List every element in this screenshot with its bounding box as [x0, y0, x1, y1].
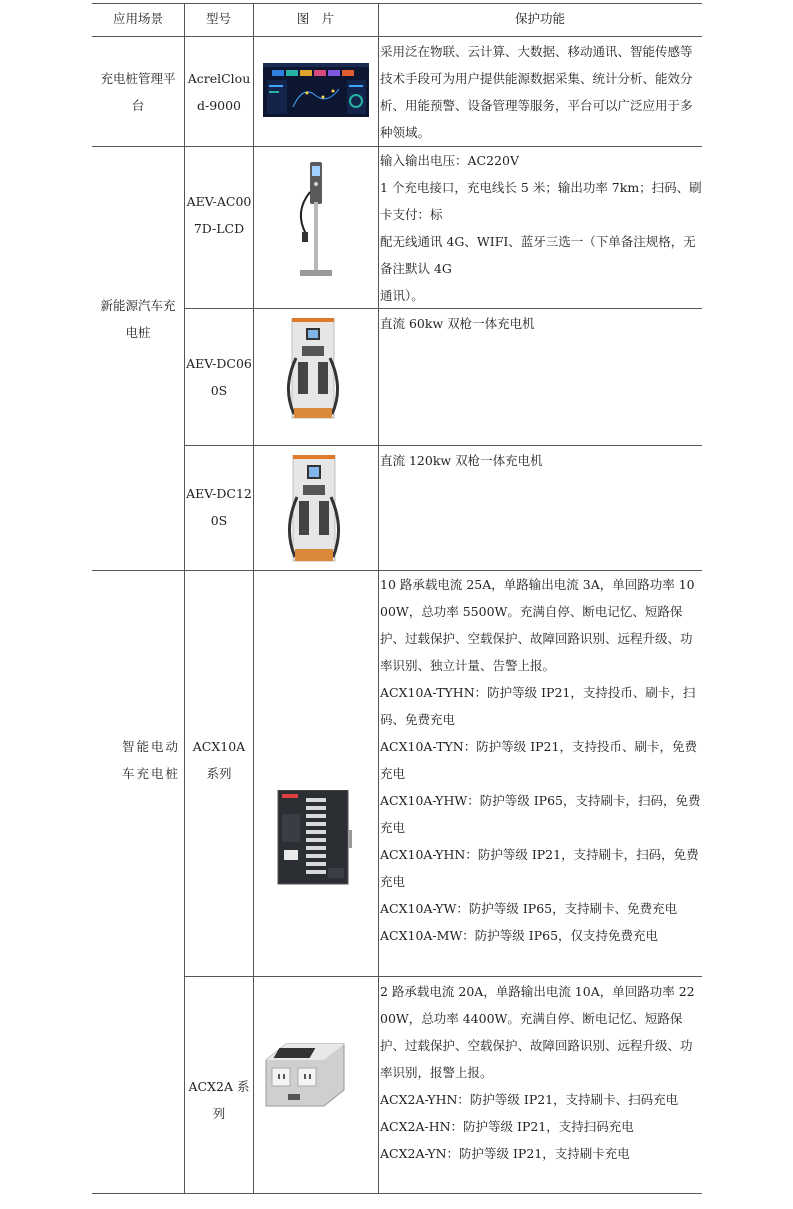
scene-cell: 智能电动车充电桩: [121, 739, 180, 781]
dc-charger-image: [285, 455, 343, 563]
model-cell: AEV-DC120S: [186, 486, 252, 528]
table-rule: [378, 3, 379, 1193]
ac-charging-pole-image: [292, 162, 338, 282]
function-text: ACX2A-YN：防护等级 IP21，支持刷卡充电: [380, 1146, 630, 1161]
table-rule: [184, 445, 702, 446]
scene-cell: 充电桩管理平台: [100, 71, 176, 113]
function-text: 采用泛在物联、云计算、大数据、移动通讯、智能传感等技术手段可为用户提供能源数据采集、统计分析、能效分析、用能预警、设备管理等服务，平台可以广泛应用于多种领域。: [380, 44, 693, 140]
model-cell: AcrelCloud-9000: [187, 71, 251, 113]
function-cell: [380, 447, 702, 474]
function-text: ACX2A-YHN：防护等级 IP21，支持刷卡、扫码充电: [380, 1092, 679, 1107]
function-cell: [380, 571, 702, 949]
function-cell: [380, 310, 702, 337]
model-cell: AEV-AC007D-LCD: [186, 194, 252, 236]
function-cell: [380, 38, 702, 146]
function-text: ACX10A-TYHN：防护等级 IP21，支持投币、刷卡，扫码、免费充电: [380, 685, 696, 727]
model-cell: ACX2A 系列: [188, 1079, 250, 1121]
table-rule: [184, 3, 185, 1193]
function-text: ACX2A-HN：防护等级 IP21，支持扫码充电: [380, 1119, 634, 1134]
function-text: ACX10A-MW：防护等级 IP65，仅支持免费充电: [380, 928, 659, 943]
function-text: 输入输出电压：AC220V: [380, 153, 519, 168]
function-text: ACX10A-YW：防护等级 IP65，支持刷卡、免费充电: [380, 901, 678, 916]
table-rule: [92, 1193, 702, 1194]
function-text: ACX10A-YHW：防护等级 IP65，支持刷卡，扫码，免费充电: [380, 793, 701, 835]
function-cell: [380, 978, 702, 1167]
function-cell: [380, 147, 702, 309]
function-text: 10 路承载电流 25A，单路输出电流 3A，单回路功率 1000W，总功率 5500W。充满自停、断电记忆、短路保护、过载保护、空载保护、故障回路识别、远程升级、功率识别、独立计量、告警上报。: [380, 577, 695, 673]
header-image: 图 片: [296, 11, 335, 26]
function-text: ACX10A-YHN：防护等级 IP21，支持刷卡，扫码，免费充电: [380, 847, 699, 889]
function-text: 通讯）。: [380, 288, 424, 303]
function-text: ACX10A-TYN：防护等级 IP21，支持投币、刷卡，免费充电: [380, 739, 697, 781]
scene-cell: 新能源汽车充电桩: [100, 298, 176, 340]
dc-charger-image: [282, 318, 344, 420]
model-cell: AEV-DC060S: [186, 356, 252, 398]
wall-charging-box-image: [276, 790, 352, 886]
table-rule: [184, 976, 702, 977]
function-text: 1 个充电接口，充电线长 5 米；输出功率 7km；扫码、刷卡支付：标: [380, 180, 702, 222]
function-text: 配无线通讯 4G、WIFI、蓝牙三选一（下单备注规格，无备注默认 4G: [380, 234, 696, 276]
header-scene: 应用场景: [112, 11, 163, 26]
header-model: 型号: [205, 11, 231, 26]
function-text: 直流 120kw 双枪一体充电机: [380, 453, 543, 468]
dashboard-screenshot-image: [263, 63, 369, 117]
socket-charging-box-image: [262, 1040, 348, 1110]
function-text: 直流 60kw 双枪一体充电机: [380, 316, 535, 331]
model-cell: ACX10A 系列: [192, 739, 246, 781]
header-function: 保护功能: [514, 11, 565, 26]
function-text: 2 路承载电流 20A，单路输出电流 10A，单回路功率 2200W，总功率 4400W。充满自停、断电记忆、短路保护、过载保护、空载保护、故障回路识别、远程升级、功率识别，报警上报。: [380, 984, 695, 1080]
table-rule: [253, 3, 254, 1193]
